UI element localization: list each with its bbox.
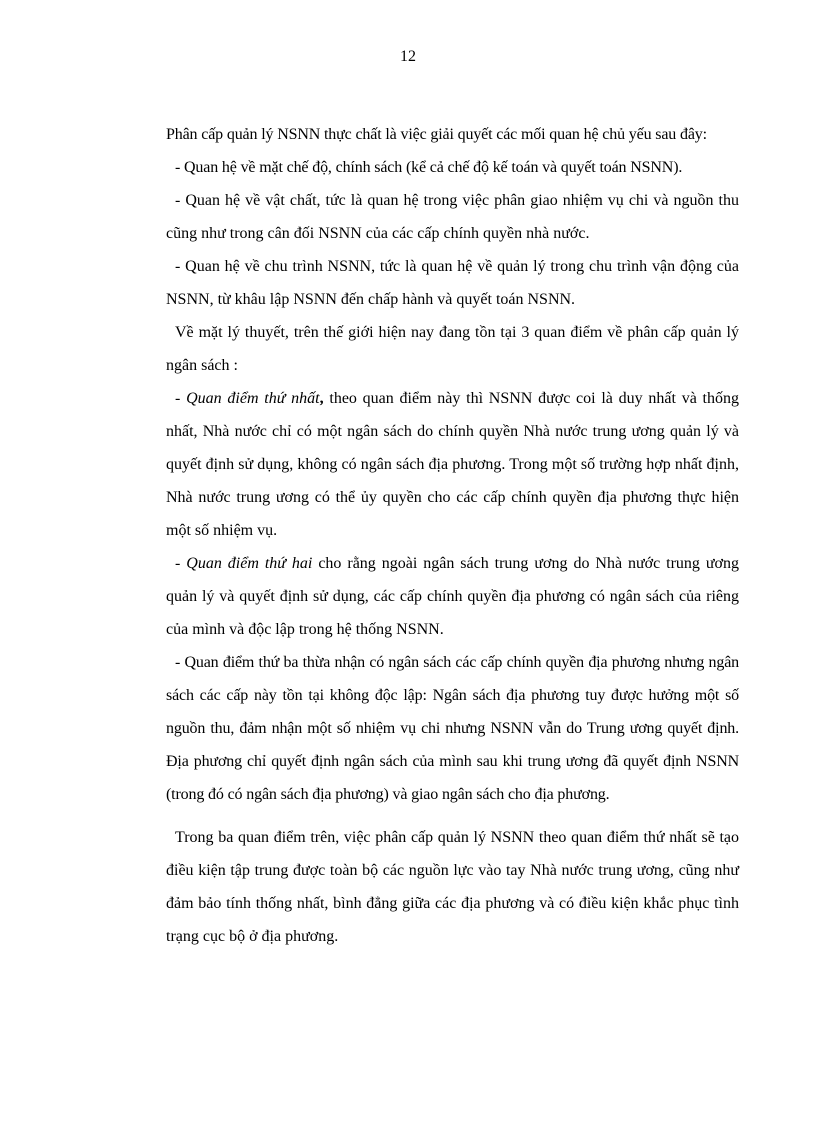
first-view-title: Quan điểm thứ nhất (186, 390, 320, 407)
second-view-text: cho rằng ngoài ngân sách trung ương do Nhà nước trung ương quản lý và quyết định sử dụng, các cấp chính quyền địa phương có ngân sách của riêng của mình và độc lập trong hệ thống NSNN. (166, 555, 740, 638)
second-view-title: Quan điểm thứ hai (186, 555, 313, 572)
paragraph-relation-policy: - Quan hệ về mặt chế độ, chính sách (kể cả chế độ kế toán và quyết toán NSNN). (175, 159, 683, 176)
paragraph-conclusion: Trong ba quan điểm trên, việc phân cấp quản lý NSNN theo quan điểm thứ nhất sẽ tạo điều kiện tập trung được toàn bộ các nguồn lực vào tay Nhà nước trung ương, cũng như đảm bảo tính thống nhất, bình đẳng giữa các địa phương và có điều kiện khắc phục tình trạng cục bộ ở địa phương. (166, 829, 739, 945)
paragraph-first-view (166, 382, 739, 547)
paragraph-relation-material: - Quan hệ về vật chất, tức là quan hệ trong việc phân giao nhiệm vụ chi và nguồn thu cũng như trong cân đối NSNN của các cấp chính quyền nhà nước. (166, 192, 739, 242)
paragraph-third-view: - Quan điểm thứ ba thừa nhận có ngân sách các cấp chính quyền địa phương nhưng ngân sách các cấp này tồn tại không độc lập: Ngân sách địa phương tuy được hưởng một số nguồn thu, đảm nhận một số nhiệm vụ chi nhưng NSNN vẫn do Trung ương quyết định. Địa phương chỉ quyết định ngân sách của mình sau khi trung ương đã quyết định NSNN (trong đó có ngân sách địa phương) và giao ngân sách cho địa phương. (166, 654, 739, 803)
document-body (166, 118, 739, 953)
paragraph-theory: Về mặt lý thuyết, trên thế giới hiện nay đang tồn tại 3 quan điểm về phân cấp quản lý ngân sách : (166, 324, 739, 374)
paragraph-relation-cycle: - Quan hệ về chu trình NSNN, tức là quan hệ về quản lý trong chu trình vận động của NSNN, từ khâu lập NSNN đến chấp hành và quyết toán NSNN. (166, 258, 739, 308)
second-view-dash: - (175, 555, 187, 572)
first-view-comma: , (319, 390, 324, 407)
paragraph-intro: Phân cấp quản lý NSNN thực chất là việc giải quyết các mối quan hệ chủ yếu sau đây: (166, 126, 707, 143)
page-number: 12 (400, 48, 416, 65)
first-view-text: theo quan điểm này thì NSNN được coi là duy nhất và thống nhất, Nhà nước chỉ có một ngân sách do chính quyền Nhà nước trung ương quản lý và quyết định sử dụng, không có ngân sách địa phương. Trong một số trường hợp nhất định, Nhà nước trung ương có thể ủy quyền cho các cấp chính quyền địa phương thực hiện một số nhiệm vụ. (166, 390, 740, 539)
paragraph-second-view (166, 547, 739, 646)
first-view-dash: - (175, 390, 187, 407)
